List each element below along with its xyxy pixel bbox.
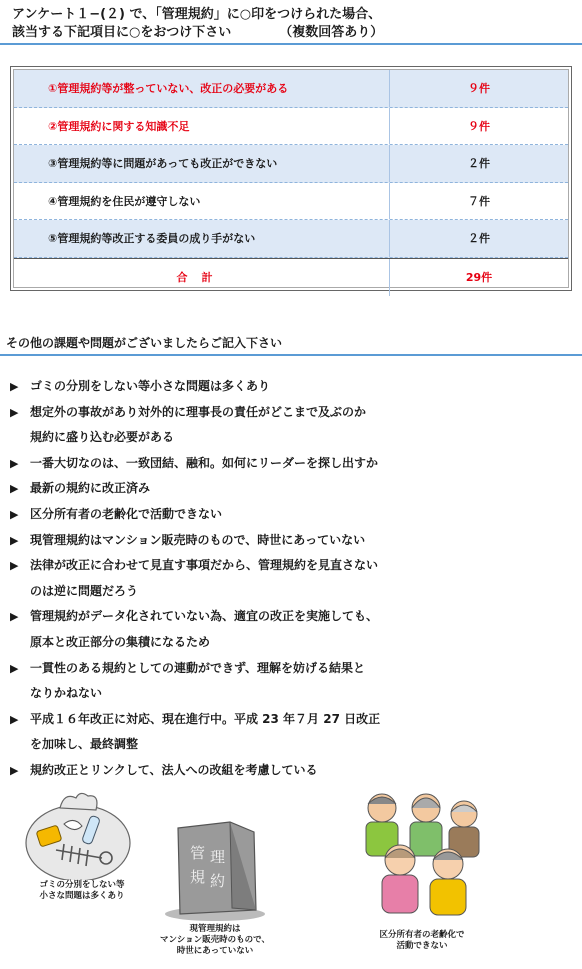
stone-char-2: 理	[210, 848, 226, 866]
table-row	[14, 145, 568, 183]
row-label: ⑤管理規約等改正する委員の成り手がない	[14, 220, 390, 257]
triangle-bullet-icon: ▶	[10, 763, 19, 777]
table-row	[14, 220, 568, 258]
row-count: ２件	[468, 157, 490, 171]
other-issues-heading: その他の課題や問題がございましたらご記入下さい	[6, 336, 283, 350]
garbage-caption: ゴミの分別をしない等 小さな問題は多くあり	[39, 880, 125, 901]
list-item: ▶ 現管理規約はマンション販売時のもので、時世にあっていない	[8, 528, 568, 554]
total-label: 合計	[14, 259, 390, 296]
list-item: ▶ 一番大切なのは、一致団結、融和。如何にリーダーを探し出すか	[8, 451, 568, 477]
triangle-bullet-icon: ▶	[10, 456, 19, 470]
residents-caption: 区分所有者の老齢化で 活動できない	[379, 930, 465, 951]
list-item: ▶ 想定外の事故があり対外的に理事長の責任がどこまで及ぶのか 規約に盛り込む必要がある	[8, 400, 568, 451]
survey-heading-line1: アンケート１−(２) で、「管理規約」に○印をつけられた場合、	[12, 7, 382, 22]
triangle-bullet-icon: ▶	[10, 661, 19, 675]
list-item: ▶ 区分所有者の老齢化で活動できない	[8, 502, 568, 528]
row-count: ９件	[468, 119, 490, 133]
list-item: ▶ 法律が改正に合わせて見直す事項だから、管理規約を見直さない のは逆に問題だろう	[8, 553, 568, 604]
triangle-bullet-icon: ▶	[10, 610, 19, 624]
list-item: ▶ 規約改正とリンクして、法人への改組を考慮している	[8, 758, 568, 784]
elderly-residents-illustration	[352, 788, 492, 918]
stone-char-3: 規	[190, 868, 206, 886]
survey-heading-line2: 該当する下記項目に○をおつけ下さい	[12, 25, 232, 40]
triangle-bullet-icon: ▶	[10, 380, 19, 393]
list-item: ▶ 最新の規約に改正済み	[8, 476, 568, 502]
table-row	[14, 70, 568, 108]
triangle-bullet-icon: ▶	[10, 533, 19, 547]
table-row	[14, 108, 568, 146]
triangle-bullet-icon: ▶	[10, 559, 19, 573]
stone-caption: 現管理規約は マンション販売時のもので、 時世にあっていない	[160, 924, 270, 956]
total-count: 29件	[465, 271, 493, 284]
survey-heading	[12, 6, 572, 42]
stone-char-4: 約	[210, 872, 226, 890]
triangle-bullet-icon: ▶	[10, 712, 19, 726]
results-table	[10, 66, 572, 291]
list-item: ▶ 一貫性のある規約としての連動ができず、理解を妨げる結果と なりかねない	[8, 656, 568, 707]
list-item: ▶ 平成１６年改正に対応、現在進行中。平成 23 年７月 27 日改正 を加味し、最終調整	[8, 707, 568, 758]
table-row	[14, 183, 568, 221]
stone-tablet-illustration	[160, 818, 270, 922]
garbage-bag-illustration	[16, 788, 146, 880]
heading-rule	[0, 43, 582, 45]
triangle-bullet-icon: ▶	[10, 482, 19, 496]
list-item: ▶ 管理規約がデータ化されていない為、適宜の改正を実施しても、 原本と改正部分の集積になるため	[8, 604, 568, 655]
survey-heading-note: （複数回答あり）	[279, 25, 384, 40]
row-label: ④管理規約を住民が遵守しない	[14, 183, 390, 220]
triangle-bullet-icon: ▶	[10, 405, 19, 419]
section-rule	[0, 354, 582, 356]
triangle-bullet-icon: ▶	[10, 507, 19, 521]
table-total-row	[14, 258, 568, 296]
row-label: ②管理規約に関する知識不足	[14, 108, 390, 145]
row-label: ①管理規約等が整っていない、改正の必要がある	[14, 70, 390, 107]
row-count: ９件	[468, 82, 490, 96]
row-count: ２件	[468, 232, 490, 246]
other-issues-list	[8, 374, 568, 784]
stone-char-1: 管	[190, 844, 206, 862]
row-count: ７件	[468, 194, 490, 208]
list-item: ▶ ゴミの分別をしない等小さな問題は多くあり	[8, 374, 568, 400]
row-label: ③管理規約等に問題があっても改正ができない	[14, 145, 390, 182]
